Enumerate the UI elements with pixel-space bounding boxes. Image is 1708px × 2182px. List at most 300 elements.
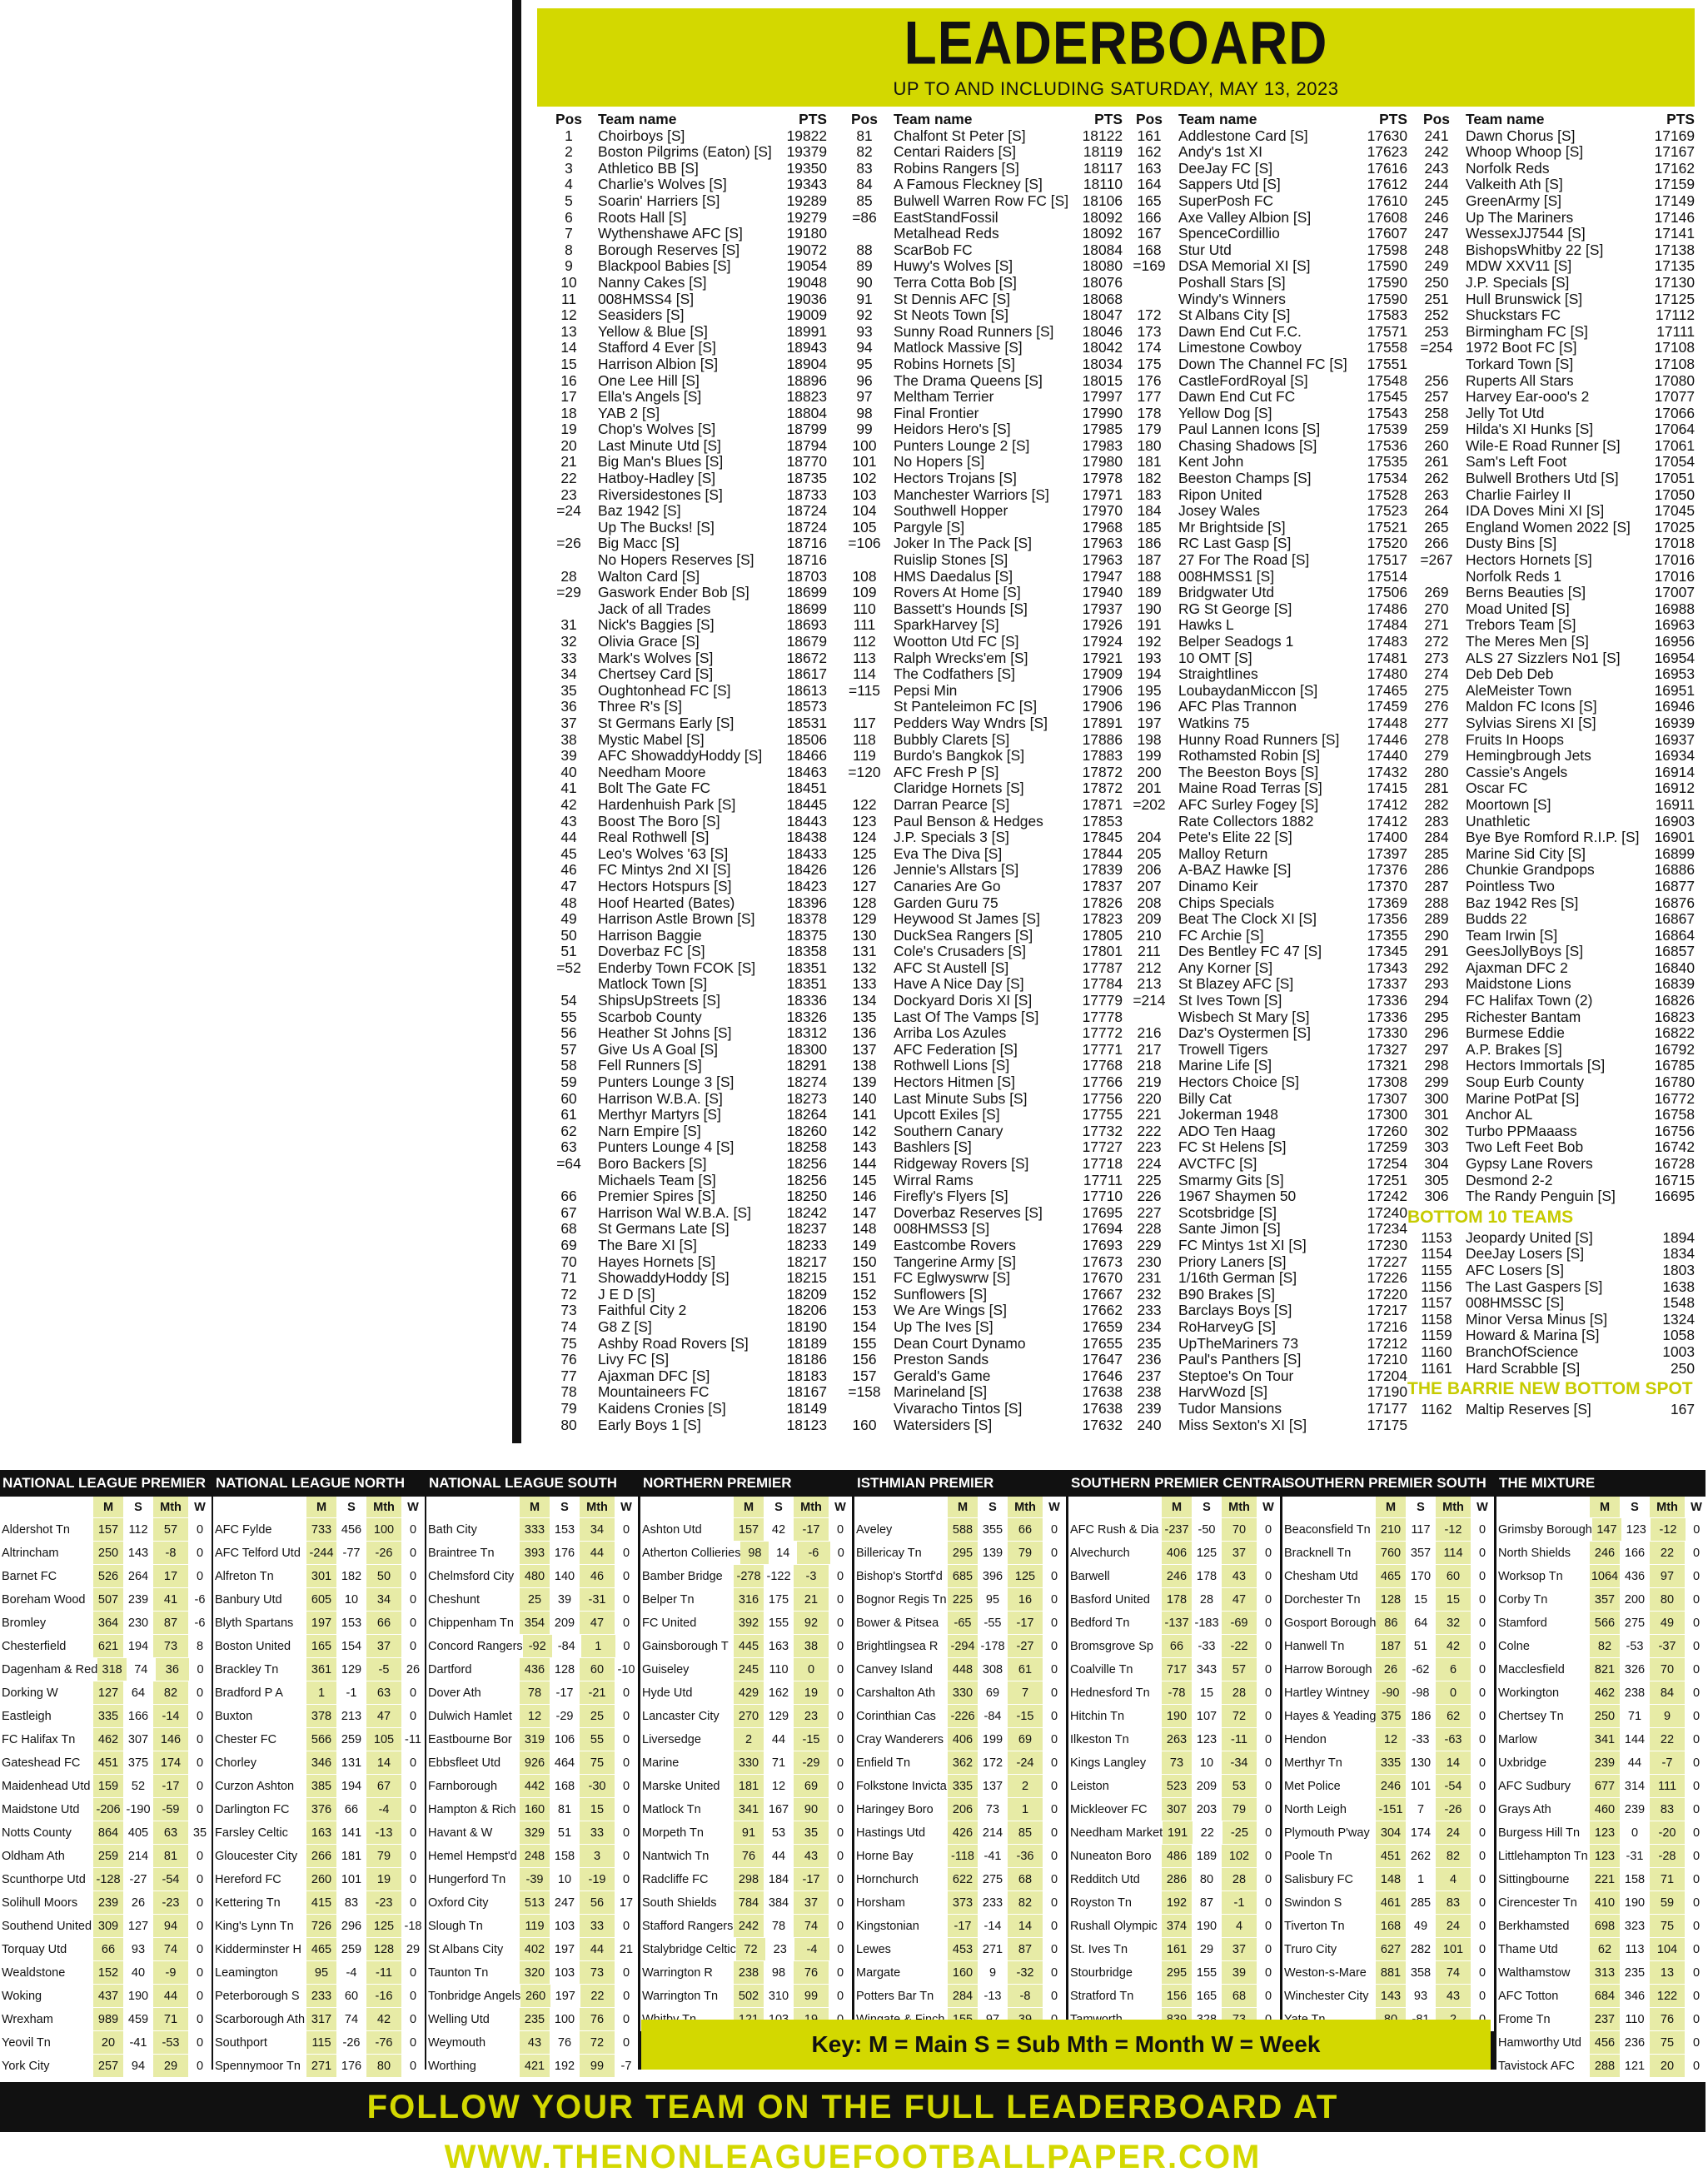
club-name: Ashton Utd bbox=[640, 1518, 734, 1541]
key-legend: Key: M = Main S = Sub Mth = Month W = Week bbox=[641, 2020, 1491, 2070]
points: 17590 bbox=[1367, 273, 1407, 291]
league-row bbox=[854, 1588, 1066, 1612]
league-row bbox=[854, 1938, 1066, 1961]
leaderboard-row bbox=[1407, 340, 1695, 356]
team-name: Windy's Winners bbox=[1178, 290, 1286, 307]
points: 18336 bbox=[786, 992, 827, 1009]
leaderboard-row bbox=[1120, 928, 1407, 944]
club-name: Scunthorpe Utd bbox=[0, 1868, 93, 1891]
leaderboard-row bbox=[1407, 373, 1695, 390]
sub-score: -62 bbox=[1406, 1658, 1436, 1681]
leaderboard-row bbox=[835, 862, 1123, 879]
sub-score: 323 bbox=[1620, 1915, 1650, 1937]
sub-score: 130 bbox=[1406, 1751, 1436, 1774]
week-score: 0 bbox=[1043, 1891, 1066, 1914]
position: 84 bbox=[856, 176, 873, 193]
league-row bbox=[0, 1542, 212, 1565]
main-score: 284 bbox=[948, 1985, 978, 2007]
main-score: -39 bbox=[520, 1868, 550, 1891]
club-name: Corinthian Cas bbox=[854, 1705, 948, 1727]
team-name: Maltip Reserves [S] bbox=[1466, 1401, 1591, 1418]
week-score: 0 bbox=[401, 1751, 425, 1774]
points: 16876 bbox=[1654, 894, 1695, 911]
position: 1153 bbox=[1421, 1228, 1452, 1246]
sub-score: 51 bbox=[1406, 1635, 1436, 1657]
points: 17432 bbox=[1367, 763, 1407, 780]
sub-score: -13 bbox=[978, 1985, 1008, 2007]
month-score: 71 bbox=[1650, 1868, 1685, 1891]
month-score: 60 bbox=[580, 1658, 615, 1681]
points: 17845 bbox=[1082, 829, 1123, 846]
points: 17598 bbox=[1367, 241, 1407, 258]
position: 16 bbox=[560, 371, 577, 389]
sub-score: 76 bbox=[550, 2031, 580, 2054]
points: 17844 bbox=[1082, 844, 1123, 862]
points: 19379 bbox=[786, 143, 827, 161]
main-score: 239 bbox=[1590, 1751, 1620, 1774]
team-header bbox=[1282, 1497, 1376, 1517]
month-score: -69 bbox=[1222, 1612, 1257, 1634]
position: 300 bbox=[1424, 1089, 1449, 1107]
points: 17514 bbox=[1367, 567, 1407, 585]
leaderboard-row bbox=[835, 1384, 1123, 1401]
club-name: Matlock Tn bbox=[640, 1798, 734, 1821]
team-name: Rate Collectors 1882 bbox=[1178, 812, 1314, 829]
points: 17985 bbox=[1082, 421, 1123, 438]
m-header: M bbox=[520, 1497, 550, 1517]
leaderboard-row bbox=[835, 601, 1123, 618]
month-score: 43 bbox=[1436, 1985, 1471, 2007]
leaderboard-row bbox=[1120, 275, 1407, 291]
league-row bbox=[854, 1868, 1066, 1891]
team-name: UpTheMariners 73 bbox=[1178, 1334, 1299, 1352]
main-score: 263 bbox=[1162, 1728, 1192, 1751]
position: 297 bbox=[1424, 1040, 1449, 1058]
main-score: 245 bbox=[734, 1658, 764, 1681]
month-score: 76 bbox=[794, 1961, 829, 1984]
position bbox=[540, 976, 598, 993]
points: 17543 bbox=[1367, 404, 1407, 421]
team-name: DeeJay Losers [S] bbox=[1466, 1245, 1585, 1263]
leaderboard-row bbox=[835, 1058, 1123, 1074]
position: 135 bbox=[852, 1008, 877, 1025]
main-score: 486 bbox=[1162, 1845, 1192, 1867]
leaderboard-row bbox=[1120, 797, 1407, 814]
month-score: 62 bbox=[1436, 1705, 1471, 1727]
leaderboard-row bbox=[1120, 1368, 1407, 1385]
month-score: 4 bbox=[1222, 1915, 1257, 1937]
points: 17480 bbox=[1367, 665, 1407, 683]
team-name: Dusty Bins [S] bbox=[1466, 535, 1557, 552]
sub-score: -190 bbox=[123, 1798, 153, 1821]
leaderboard-row bbox=[540, 307, 827, 324]
leaderboard-row bbox=[1407, 421, 1695, 438]
month-score: 21 bbox=[794, 1588, 829, 1611]
sub-score: 7 bbox=[1406, 1798, 1436, 1821]
leaderboard-row bbox=[835, 911, 1123, 928]
position: 103 bbox=[852, 486, 877, 503]
position: 163 bbox=[1137, 159, 1162, 177]
week-score: 0 bbox=[1685, 2031, 1708, 2054]
main-score: 148 bbox=[1376, 1868, 1406, 1891]
team-name: AFC Losers [S] bbox=[1466, 1261, 1564, 1278]
main-score: 304 bbox=[1376, 1821, 1406, 1844]
team-name: Seasiders [S] bbox=[598, 306, 685, 324]
position: 61 bbox=[560, 1106, 577, 1123]
position: 7 bbox=[565, 225, 573, 242]
league-row bbox=[1282, 1658, 1494, 1681]
mth-header: Mth bbox=[580, 1497, 615, 1517]
week-score: 0 bbox=[1043, 1565, 1066, 1587]
leaderboard-row bbox=[835, 356, 1123, 373]
main-score: 115 bbox=[306, 2031, 336, 2054]
club-name: Haringey Boro bbox=[854, 1798, 948, 1821]
leaderboard-row bbox=[835, 471, 1123, 487]
position: 129 bbox=[852, 910, 877, 928]
sub-score: 78 bbox=[764, 1915, 794, 1937]
position: 105 bbox=[852, 518, 877, 536]
position bbox=[835, 552, 894, 569]
points: 19822 bbox=[786, 127, 827, 144]
points: 18149 bbox=[786, 1399, 827, 1417]
leaderboard-row bbox=[540, 258, 827, 275]
team-name: Bulwell Brothers Utd [S] bbox=[1466, 470, 1619, 487]
main-score: -90 bbox=[1376, 1681, 1406, 1704]
sub-score: 282 bbox=[1406, 1938, 1436, 1960]
leaderboard-row bbox=[540, 1336, 827, 1353]
points: 18438 bbox=[786, 829, 827, 846]
points: 17535 bbox=[1367, 453, 1407, 471]
position: 239 bbox=[1137, 1399, 1162, 1417]
position bbox=[835, 1401, 894, 1417]
team-name: Minor Versa Minus [S] bbox=[1466, 1310, 1608, 1328]
sub-score: 182 bbox=[336, 1565, 366, 1587]
league-row bbox=[1496, 1961, 1708, 1985]
leaderboard-row bbox=[1407, 552, 1695, 569]
leaderboard-row bbox=[1120, 1401, 1407, 1417]
month-score: -53 bbox=[153, 2031, 188, 2054]
points: 16742 bbox=[1654, 1138, 1695, 1156]
team-name: Soup Eurb County bbox=[1466, 1074, 1585, 1091]
main-score: 123 bbox=[1590, 1821, 1620, 1844]
m-header: M bbox=[306, 1497, 336, 1517]
points: 18209 bbox=[786, 1285, 827, 1303]
sub-score: 44 bbox=[1620, 1751, 1650, 1774]
points: 17980 bbox=[1082, 453, 1123, 471]
week-score: 0 bbox=[1471, 1681, 1494, 1704]
month-score: -30 bbox=[580, 1775, 615, 1797]
leaderboard-row bbox=[1407, 1123, 1695, 1140]
month-score: -19 bbox=[580, 1868, 615, 1891]
points: 1894 bbox=[1662, 1228, 1695, 1246]
sub-score: 80 bbox=[1192, 1868, 1222, 1891]
team-name: Punters Lounge 3 [S] bbox=[598, 1074, 734, 1091]
leaderboard-row bbox=[835, 144, 1123, 161]
main-score: 286 bbox=[1162, 1868, 1192, 1891]
leaderboard-row bbox=[540, 1156, 827, 1173]
points: 16715 bbox=[1654, 1171, 1695, 1188]
week-score: 0 bbox=[1257, 1588, 1280, 1611]
week-score: 0 bbox=[1043, 1751, 1066, 1774]
club-name: Hayes & Yeading bbox=[1282, 1705, 1376, 1727]
leaderboard-row bbox=[835, 454, 1123, 471]
points: 17963 bbox=[1082, 551, 1123, 569]
league-row bbox=[1068, 1915, 1280, 1938]
points: 17670 bbox=[1082, 1269, 1123, 1287]
position: =115 bbox=[849, 681, 880, 699]
team-name: Rovers At Home [S] bbox=[894, 584, 1021, 601]
team-name: Harrison Wal W.B.A. [S] bbox=[598, 1203, 751, 1221]
team-name: Straightlines bbox=[1178, 665, 1258, 683]
club-name: Hereford FC bbox=[213, 1868, 306, 1891]
points: 16988 bbox=[1654, 600, 1695, 617]
main-score: 20 bbox=[93, 2031, 123, 2054]
points: 17694 bbox=[1082, 1220, 1123, 1238]
main-score: 335 bbox=[948, 1775, 978, 1797]
league-row bbox=[426, 1588, 638, 1612]
week-score: 0 bbox=[188, 1891, 212, 1914]
points: 17853 bbox=[1082, 812, 1123, 829]
week-score: 0 bbox=[188, 2055, 212, 2077]
main-score: 128 bbox=[1376, 1588, 1406, 1611]
sub-score: 346 bbox=[1620, 1985, 1650, 2007]
bottom-row bbox=[1407, 1344, 1695, 1361]
main-score: 160 bbox=[948, 1961, 978, 1984]
points: 17839 bbox=[1082, 861, 1123, 879]
main-score: 362 bbox=[948, 1751, 978, 1774]
points: 16899 bbox=[1654, 844, 1695, 862]
position: 20 bbox=[560, 436, 577, 454]
club-name: Thame Utd bbox=[1496, 1938, 1590, 1960]
position: 216 bbox=[1137, 1024, 1162, 1042]
position: 257 bbox=[1424, 388, 1449, 406]
team-name: Torkard Town [S] bbox=[1466, 355, 1574, 372]
league-table bbox=[854, 1470, 1066, 2070]
team-name: RC Last Gasp [S] bbox=[1178, 535, 1292, 552]
points: 17590 bbox=[1367, 290, 1407, 307]
team-name: Priory Laners [S] bbox=[1178, 1253, 1287, 1270]
month-score: 76 bbox=[1650, 2008, 1685, 2030]
league-row bbox=[426, 1938, 638, 1961]
week-score: 0 bbox=[615, 1868, 638, 1891]
points: 17872 bbox=[1082, 763, 1123, 780]
team-name: B90 Brakes [S] bbox=[1178, 1285, 1275, 1303]
week-score: 0 bbox=[1685, 2055, 1708, 2077]
position: 109 bbox=[852, 584, 877, 601]
points: 17376 bbox=[1367, 861, 1407, 879]
points: 17787 bbox=[1082, 959, 1123, 976]
sub-score: -17 bbox=[550, 1681, 580, 1704]
sub-score: 190 bbox=[123, 1985, 153, 2007]
team-name: Dockyard Doris XI [S] bbox=[894, 992, 1033, 1009]
position: 291 bbox=[1424, 943, 1449, 960]
leaderboard-row bbox=[835, 520, 1123, 536]
week-score: 0 bbox=[829, 1681, 852, 1704]
position: 166 bbox=[1137, 208, 1162, 226]
sub-score: 154 bbox=[336, 1635, 366, 1657]
position: 220 bbox=[1137, 1089, 1162, 1107]
leaderboard-row bbox=[835, 1188, 1123, 1205]
team-name: Valkeith Ath [S] bbox=[1466, 176, 1563, 193]
leaderboard-row bbox=[540, 1352, 827, 1368]
team-name: Dawn End Cut F.C. bbox=[1178, 322, 1302, 340]
league-row bbox=[213, 2055, 425, 2078]
sub-score: 357 bbox=[1406, 1542, 1436, 1564]
league-row bbox=[426, 1542, 638, 1565]
team-name: Ruperts All Stars bbox=[1466, 371, 1574, 389]
week-score: 0 bbox=[615, 1961, 638, 1984]
points: 17336 bbox=[1367, 1008, 1407, 1025]
month-score: 79 bbox=[1008, 1542, 1043, 1564]
m-header: M bbox=[948, 1497, 978, 1517]
club-name: Dartford bbox=[426, 1658, 520, 1681]
team-name: Maidstone Lions bbox=[1466, 975, 1571, 993]
sub-score: 308 bbox=[978, 1658, 1008, 1681]
leaderboard-row bbox=[835, 324, 1123, 341]
main-score: 260 bbox=[306, 1868, 336, 1891]
position: 117 bbox=[853, 714, 876, 731]
position: 224 bbox=[1137, 1155, 1162, 1172]
week-score: 0 bbox=[1471, 1938, 1494, 1960]
leaderboard-row bbox=[1120, 846, 1407, 863]
league-title: NATIONAL LEAGUE SOUTH bbox=[429, 1475, 618, 1491]
month-score: 32 bbox=[1436, 1612, 1471, 1634]
position: 79 bbox=[560, 1399, 577, 1417]
main-score: 156 bbox=[1162, 1985, 1192, 2007]
leaderboard-row bbox=[1120, 1009, 1407, 1026]
week-score: 0 bbox=[615, 1751, 638, 1774]
points: 17906 bbox=[1082, 698, 1123, 715]
points: 18693 bbox=[786, 616, 827, 634]
week-score: 0 bbox=[401, 1868, 425, 1891]
leaderboard-row bbox=[1120, 161, 1407, 177]
team-name: Ella's Angels [S] bbox=[598, 388, 702, 406]
sub-score: 239 bbox=[123, 1588, 153, 1611]
team-name: WessexJJ7544 [S] bbox=[1466, 225, 1586, 242]
points: 16728 bbox=[1654, 1155, 1695, 1172]
month-score: 73 bbox=[580, 1961, 615, 1984]
sub-score: 172 bbox=[978, 1751, 1008, 1774]
team-name: Hoof Hearted (Bates) bbox=[598, 894, 735, 911]
points: 18991 bbox=[786, 322, 827, 340]
team-name: Trowell Tigers bbox=[1178, 1040, 1268, 1058]
week-score: 0 bbox=[188, 2008, 212, 2030]
team-name: No Hopers Reserves [S] bbox=[598, 551, 754, 569]
week-score: 0 bbox=[401, 1705, 425, 1727]
club-name: Dagenham & Red bbox=[0, 1658, 97, 1681]
main-score: 733 bbox=[306, 1518, 336, 1541]
week-score: 0 bbox=[1471, 1985, 1494, 2007]
month-score: 97 bbox=[1650, 1565, 1685, 1587]
leaderboard-row bbox=[1120, 471, 1407, 487]
sub-score: 459 bbox=[123, 2008, 153, 2030]
pts-header: PTS bbox=[1666, 111, 1695, 127]
main-score: 523 bbox=[1162, 1775, 1192, 1797]
team-name: 1/16th German [S] bbox=[1178, 1269, 1297, 1287]
points: 17397 bbox=[1367, 844, 1407, 862]
m-header: M bbox=[93, 1497, 123, 1517]
month-score: 80 bbox=[366, 2055, 401, 2077]
leaderboard-row bbox=[1407, 846, 1695, 863]
league-row bbox=[1496, 1938, 1708, 1961]
points: 17997 bbox=[1082, 388, 1123, 406]
position: 37 bbox=[560, 714, 577, 731]
column-header bbox=[540, 112, 827, 128]
team-name: Marineland [S] bbox=[894, 1383, 988, 1401]
leaderboard-row bbox=[1120, 1336, 1407, 1353]
week-score: 0 bbox=[1471, 1775, 1494, 1797]
w-header: W bbox=[829, 1497, 852, 1517]
month-score: 99 bbox=[580, 2055, 615, 2077]
team-name: Hard Scrabble [S] bbox=[1466, 1359, 1581, 1377]
sub-score: -55 bbox=[978, 1612, 1008, 1634]
leaderboard-row bbox=[540, 128, 827, 145]
leaderboard-row bbox=[1120, 1025, 1407, 1042]
leaderboard-row bbox=[1407, 1107, 1695, 1123]
main-score: 270 bbox=[734, 1705, 764, 1727]
leaderboard-row bbox=[1120, 1091, 1407, 1108]
leaderboard-row bbox=[540, 976, 827, 993]
points: 16901 bbox=[1654, 829, 1695, 846]
team-name: IDA Doves Mini XI [S] bbox=[1466, 502, 1605, 520]
position: 55 bbox=[560, 1008, 577, 1025]
points: 17539 bbox=[1367, 421, 1407, 438]
points: 17217 bbox=[1367, 1302, 1407, 1319]
month-score: 75 bbox=[1650, 2031, 1685, 2054]
main-score: 341 bbox=[1590, 1728, 1620, 1751]
week-score: 0 bbox=[1471, 1658, 1494, 1681]
team-name: HarvWozd [S] bbox=[1178, 1383, 1267, 1401]
week-score: 0 bbox=[188, 1728, 212, 1751]
position bbox=[1120, 1009, 1178, 1026]
points: 17971 bbox=[1082, 486, 1123, 503]
league-title: ISTHMIAN PREMIER bbox=[857, 1475, 994, 1491]
leaderboard-row bbox=[1407, 1042, 1695, 1059]
leaderboard-row bbox=[540, 210, 827, 227]
team-name: One Lee Hill [S] bbox=[598, 371, 700, 389]
leaderboard-row bbox=[1407, 177, 1695, 193]
club-name: Gloucester City bbox=[213, 1845, 306, 1867]
team-name: The Drama Queens [S] bbox=[894, 371, 1043, 389]
leaderboard-row bbox=[540, 748, 827, 765]
team-name: No Hopers [S] bbox=[894, 453, 985, 471]
sub-score: 236 bbox=[1620, 2031, 1650, 2054]
team-name: AFC Plas Trannon bbox=[1178, 698, 1297, 715]
week-score: 0 bbox=[188, 1565, 212, 1587]
points: 17448 bbox=[1367, 714, 1407, 731]
team-name: Last Of The Vamps [S] bbox=[894, 1008, 1039, 1025]
team-name: YAB 2 [S] bbox=[598, 404, 660, 421]
week-score: 0 bbox=[1257, 1891, 1280, 1914]
points: 17520 bbox=[1367, 535, 1407, 552]
team-name: Birmingham FC [S] bbox=[1466, 322, 1588, 340]
week-score: 0 bbox=[1043, 1542, 1066, 1564]
position: 36 bbox=[560, 698, 577, 715]
position: 102 bbox=[852, 470, 877, 487]
position: 241 bbox=[1424, 127, 1449, 144]
week-score: 0 bbox=[1043, 1915, 1066, 1937]
league-row bbox=[426, 1891, 638, 1915]
main-score: -65 bbox=[948, 1612, 978, 1634]
sub-score: 190 bbox=[1620, 1891, 1650, 1914]
team-name: Charlie Fairley II bbox=[1466, 486, 1571, 503]
leaderboard-row bbox=[1407, 650, 1695, 667]
position: 278 bbox=[1424, 730, 1449, 748]
league-row bbox=[0, 1985, 212, 2008]
league-row bbox=[854, 1775, 1066, 1798]
leaderboard-row bbox=[540, 928, 827, 944]
leaderboard-row bbox=[835, 1352, 1123, 1368]
